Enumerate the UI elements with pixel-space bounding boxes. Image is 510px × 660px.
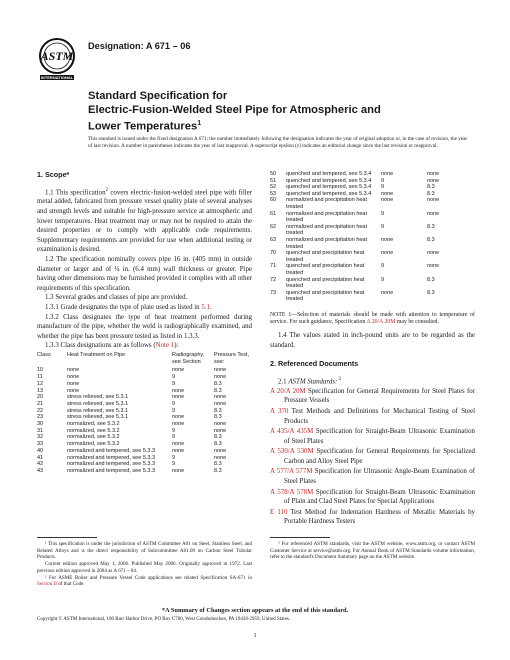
class-number: 73	[270, 289, 277, 296]
class-row	[37, 381, 252, 388]
radiography: 9	[172, 434, 176, 441]
left-column	[37, 170, 252, 475]
class-table-right	[270, 171, 475, 303]
class-row	[37, 441, 252, 448]
reference-title: Specification for Straight-Beam Ultrasonic Examination of Steel Plates	[284, 428, 475, 445]
footnotes-left	[37, 541, 252, 588]
radiography: none	[172, 441, 185, 448]
radiography: 9	[381, 177, 385, 184]
heat-treatment: quenched and precipitation heat treated	[286, 289, 365, 303]
class-row	[37, 448, 252, 455]
reference-title: Specification for Straight-Beam Ultrasonic Examination of Plain and Clad Steel Plates for Special Applications	[284, 488, 475, 506]
svg-text:INTERNATIONAL: INTERNATIONAL	[40, 75, 74, 81]
footnote-3: ³ For referenced ASTM standards, visit the ASTM website, www.astm.org, or contact ASTM Customer Service at service@astm.org. For Annual Book of ASTM Standards volume information, refer to the standard's Document Summary page on the ASTM website.	[270, 541, 475, 561]
title-line-2: Electric-Fusion-Welded Steel Pipe for Atmospheric and	[88, 104, 381, 116]
title-line-3: Lower Temperatures$^1$	[88, 120, 202, 133]
radiography: 9	[172, 407, 176, 414]
radiography: none	[172, 367, 185, 374]
class-number: 13	[37, 387, 44, 394]
pressure-test: none	[214, 394, 227, 401]
class-row	[270, 171, 475, 178]
intro-paragraph: This standard is issued under the fixed designation A 671; the number immediately following the designation indicates the year of original adoption or, in the case of revision, the year of last revision. A number in parentheses indicates the year of last reapproval. A superscript epsilon (ε) indicates an editorial change since the last revision or reapproval.	[88, 136, 468, 150]
heat-treatment: normalized, see 5.3.2	[67, 427, 120, 434]
link-note-1[interactable]: Note 1	[155, 342, 175, 350]
summary-of-changes-note: *A Summary of Changes section appears at the end of this standard.	[161, 607, 349, 614]
radiography: 9	[172, 400, 176, 407]
pressure-test: none	[427, 263, 440, 270]
class-number: 60	[270, 197, 277, 204]
pressure-test: 8.3	[427, 184, 435, 191]
reference-item	[270, 467, 475, 486]
class-row	[270, 237, 475, 250]
footnote-1: ¹ This specification is under the jurisdiction of ASTM Committee A01 on Steel, Stainless Steel, and Related Alloys and is the direct responsibility of Subcommittee A01.09 on Carbon Steel Tubular Products.	[37, 541, 252, 561]
class-row	[270, 277, 475, 290]
heat-treatment: normalized and precipitation heat treated	[286, 236, 368, 250]
paragraph-1-4: 1.4 The values stated in inch-pound units are to be regarded as the standard.	[270, 332, 475, 349]
astm-logo-icon	[37, 36, 77, 82]
reference-code-link[interactable]: A 370	[270, 407, 289, 415]
footnote-2: ² For ASME Boiler and Pressure Vessel Code applications see related Specification SA-671 in Section II of that Code.	[37, 574, 252, 588]
class-row	[37, 414, 252, 421]
reference-item	[270, 447, 475, 466]
pressure-test: 8.3	[427, 190, 435, 197]
heat-treatment: normalized and precipitation heat treated	[286, 210, 368, 224]
pressure-test: none	[214, 447, 227, 454]
heat-treatment: none	[67, 387, 80, 394]
reference-code-link[interactable]: A 577/A 577M	[270, 468, 313, 476]
footnote-divider-right	[270, 537, 330, 538]
reference-title: Specification for Ultrasonic Angle-Beam Examination of Steel Plates	[284, 468, 475, 486]
heat-treatment: normalized, see 5.3.2	[67, 421, 120, 428]
reference-code-link[interactable]: A 20/A 20M	[270, 387, 306, 395]
note-1: NOTE 1—Selection of materials should be made with attention to temperature of service. For such guidance, Specification A 20/A 20M may be consulted.	[270, 311, 475, 326]
heat-treatment: quenched and tempered, see 5.3.4	[286, 184, 372, 191]
heat-treatment: quenched and tempered, see 5.3.4	[286, 190, 372, 197]
heat-treatment: stress relieved, see 5.3.1	[67, 400, 129, 407]
radiography: 9	[381, 223, 385, 230]
heat-treatment: normalized and tempered, see 5.3.3	[67, 447, 156, 454]
radiography: none	[381, 190, 394, 197]
class-number: 11	[37, 374, 43, 381]
heat-treatment: normalized and tempered, see 5.3.3	[67, 454, 156, 461]
page-number: 1	[253, 632, 257, 639]
radiography: 9	[381, 210, 385, 217]
reference-title: Specification for General Requirements for Steel Plates for Pressure Vessels	[284, 387, 475, 405]
class-row	[37, 408, 252, 415]
pressure-test: 8.3	[214, 387, 222, 394]
reference-item	[270, 427, 475, 446]
heat-treatment: normalized, see 5.3.2	[67, 441, 120, 448]
class-number: 21	[37, 400, 44, 407]
class-row	[270, 184, 475, 191]
link-section-5-1[interactable]: 5.1	[201, 304, 210, 312]
footnote-1-edition: Current edition approved May 1, 2006. Published May 2006. Originally approved in 1972. Last previous edition approved in 2004 as A 671 – 04.	[37, 561, 252, 574]
reference-code-link[interactable]: A 530/A 530M	[270, 448, 314, 456]
class-number: 23	[37, 414, 44, 421]
pressure-test: 8.3	[427, 276, 435, 283]
class-number: 40	[37, 447, 44, 454]
heat-treatment: none	[67, 374, 80, 381]
class-number: 72	[270, 276, 277, 283]
class-number: 42	[37, 461, 44, 468]
class-row	[37, 367, 252, 374]
reference-item	[270, 407, 475, 426]
paragraph-1-3: 1.3 Several grades and classes of pipe are provided.	[45, 294, 188, 302]
reference-item	[270, 508, 475, 527]
class-row	[270, 250, 475, 263]
section-heading-scope: 1. Scope*	[37, 170, 70, 179]
pressure-test: 8.3	[214, 441, 222, 448]
reference-title: Specification for General Requirements for Specialized Carbon and Alloy Steel Pipe	[284, 448, 475, 465]
radiography: 9	[381, 263, 385, 270]
pressure-test: none	[427, 177, 440, 184]
pressure-test: 8.3	[427, 289, 435, 296]
class-number: 10	[37, 367, 44, 374]
radiography: 9	[381, 276, 385, 283]
pressure-test: 8.3	[214, 461, 222, 468]
class-number: 71	[270, 263, 277, 270]
paragraph-1-3-1: 1.3.1 Grade designates the type of plate used as listed in 5.1.	[45, 304, 212, 312]
reference-code-link[interactable]: A 435/A 435M	[270, 428, 314, 436]
copyright-line: Copyright © ASTM International, 100 Barr Harbor Drive, PO Box C700, West Conshohocken, PA 19428-2959, United States.	[37, 617, 291, 622]
footnote-divider-left	[37, 537, 97, 538]
radiography: none	[172, 467, 185, 474]
class-number: 61	[270, 210, 277, 217]
class-row	[37, 374, 252, 381]
radiography: none	[172, 421, 185, 428]
footnotes-right	[270, 541, 475, 561]
title-footnote-ref[interactable]: 1	[197, 120, 202, 127]
class-number: 52	[270, 184, 277, 191]
heat-treatment: normalized and tempered, see 5.3.3	[67, 461, 156, 468]
class-number: 41	[37, 454, 44, 461]
heat-treatment: none	[67, 367, 80, 374]
class-row	[37, 461, 252, 468]
header-class: Class	[37, 351, 51, 358]
class-number: 53	[270, 190, 277, 197]
class-number: 70	[270, 250, 277, 257]
heat-treatment: stress relieved, see 5.3.1	[67, 414, 129, 421]
pressure-test: 8.3	[214, 407, 222, 414]
class-number: 22	[37, 407, 44, 414]
header-heat-treatment: Heat Treatment on Pipe	[67, 351, 126, 358]
heat-treatment: normalized and precipitation heat treated	[286, 197, 368, 210]
class-table-left	[37, 352, 252, 475]
class-row	[270, 191, 475, 198]
heat-treatment: normalized, see 5.3.2	[67, 434, 120, 441]
radiography: none	[381, 171, 394, 177]
reference-code-link[interactable]: A 578/A 578M	[270, 488, 314, 496]
pressure-test: none	[214, 421, 227, 428]
class-row	[270, 224, 475, 237]
class-number: 62	[270, 223, 277, 230]
class-number: 33	[37, 441, 44, 448]
class-row	[37, 388, 252, 395]
astm-standards-subheading: 2.1 ASTM Standards: $^3$	[278, 376, 342, 386]
radiography: none	[381, 250, 394, 257]
link-section-ii[interactable]: Section II	[37, 581, 57, 588]
document-title	[88, 89, 448, 134]
reference-list	[270, 387, 475, 527]
class-row	[270, 211, 475, 224]
paragraph-1-3-2: 1.3.2 Class designates the type of heat treatment performed during manufacture of the pipe, whether the weld is radiographically examined, and whether the pipe has been pressure tested as listed in 1.3.3.	[37, 313, 252, 340]
radiography: 9	[381, 184, 385, 191]
radiography: 9	[172, 374, 176, 381]
pressure-test: none	[427, 210, 440, 217]
radiography: none	[381, 197, 394, 204]
heat-treatment: normalized and tempered, see 5.3.3	[67, 467, 156, 474]
reference-title: Test Method for Indentation Hardness of Metallic Materials by Portable Hardness Testers	[284, 508, 476, 526]
class-number: 50	[270, 171, 277, 177]
pressure-test: none	[214, 374, 227, 381]
radiography: none	[172, 394, 185, 401]
class-number: 30	[37, 421, 44, 428]
radiography: 9	[172, 461, 176, 468]
heat-treatment: none	[67, 380, 80, 387]
class-number: 43	[37, 467, 44, 474]
class-row	[270, 178, 475, 185]
pressure-test: 8.3	[214, 467, 222, 474]
pressure-test: none	[214, 427, 227, 434]
radiography: none	[381, 289, 394, 296]
class-number: 31	[37, 427, 44, 434]
class-row	[37, 401, 252, 408]
heat-treatment: quenched and precipitation heat treated	[286, 276, 365, 290]
class-number: 32	[37, 434, 44, 441]
heat-treatment: stress relieved, see 5.3.1	[67, 394, 129, 401]
svg-text:ASTM: ASTM	[40, 49, 74, 63]
pressure-test: 8.3	[214, 414, 222, 421]
class-row	[37, 455, 252, 462]
reference-code-link[interactable]: E 110	[270, 508, 288, 516]
pressure-test: 8.3	[214, 434, 222, 441]
paragraph-1-3-3: 1.3.3 Class designations are as follows (Note 1):	[45, 342, 179, 350]
class-row	[270, 263, 475, 276]
pressure-test: 8.3	[214, 380, 222, 387]
radiography: none	[172, 387, 185, 394]
pressure-test: none	[214, 367, 227, 374]
reference-title: Test Methods and Definitions for Mechanical Testing of Steel Products	[284, 407, 476, 425]
header-pressure-test: Pressure Test, see:	[214, 351, 250, 365]
radiography: 9	[172, 454, 176, 461]
class-row	[37, 428, 252, 435]
pressure-test: none	[214, 454, 227, 461]
designation: Designation: A 671 – 06	[88, 41, 191, 51]
heat-treatment: quenched and tempered, see 5.3.4	[286, 171, 372, 177]
class-number: 20	[37, 394, 44, 401]
header-radiography: Radiography, see Section	[172, 351, 205, 365]
class-row	[37, 468, 252, 475]
heat-treatment: normalized and precipitation heat treated	[286, 223, 368, 237]
heat-treatment: stress relieved, see 5.3.1	[67, 407, 129, 414]
pressure-test: none	[214, 400, 227, 407]
heat-treatment: quenched and tempered, see 5.3.4	[286, 177, 372, 184]
link-a20[interactable]: A 20/A 20M	[366, 319, 396, 326]
class-number: 51	[270, 177, 277, 184]
class-row	[37, 434, 252, 441]
radiography: none	[381, 236, 394, 243]
class-number: 63	[270, 236, 277, 243]
paragraph-1-1: 1.1 This specification$^2$ covers electric-fusion-welded steel pipe with filler metal added, fabricated from pressure vessel quality plate of several analyses and strength levels and suitable for high-pressure service at atmospheric and lower temperatures. Heat treatment may or may not be required to attain the desired properties or to comply with applicable code requirements. Supplementary requirements are provided for use when additional testing or examination is desired.	[37, 187, 253, 254]
radiography: 9	[172, 380, 176, 387]
class-table-header	[37, 352, 252, 367]
class-row	[270, 290, 475, 303]
pressure-test: 8.3	[427, 236, 435, 243]
class-number: 12	[37, 380, 44, 387]
title-line-1: Standard Specification for	[88, 90, 228, 102]
class-row	[37, 394, 252, 401]
radiography: none	[172, 447, 185, 454]
section-heading-referenced-documents: 2. Referenced Documents	[270, 359, 359, 369]
reference-item	[270, 387, 475, 406]
reference-item	[270, 488, 475, 507]
pressure-test: none	[427, 250, 440, 257]
radiography: 9	[172, 427, 176, 434]
paragraph-1-2: 1.2 The specification nominally covers pipe 16 in. (405 mm) in outside diameter or larger and of ¼ in. (6.4 mm) wall thickness or greater. Pipe having other dimensions may be furnished provided it complies with all other requirements of this specification.	[37, 256, 252, 292]
class-row	[270, 197, 475, 210]
pressure-test: none	[427, 197, 440, 204]
radiography: none	[172, 414, 185, 421]
heat-treatment: quenched and precipitation heat treated	[286, 250, 365, 263]
pressure-test: none	[427, 171, 440, 177]
right-column	[270, 171, 475, 528]
class-row	[37, 421, 252, 428]
pressure-test: 8.3	[427, 223, 435, 230]
heat-treatment: quenched and precipitation heat treated	[286, 263, 365, 276]
